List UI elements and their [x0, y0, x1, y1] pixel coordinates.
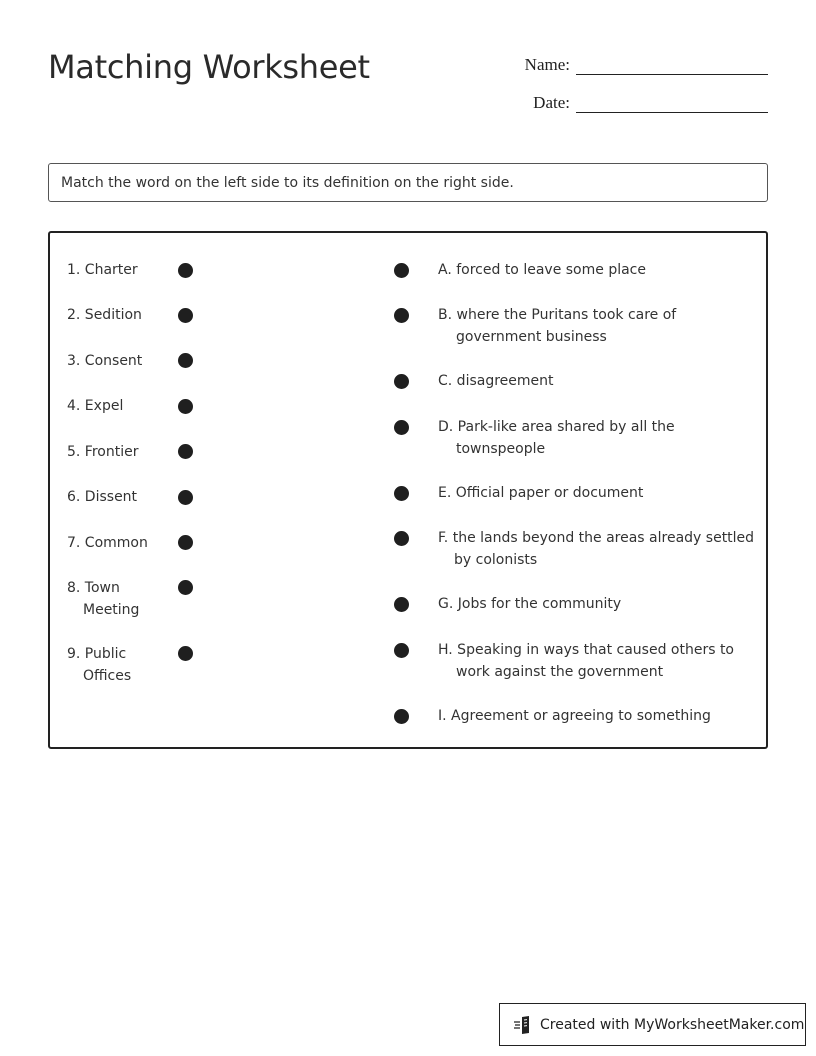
term-dot[interactable]: [178, 308, 193, 323]
term-text: 9. Public: [67, 646, 127, 662]
term-dot[interactable]: [178, 535, 193, 550]
definition-dot[interactable]: [394, 709, 409, 724]
term-text: 7. Common: [67, 535, 148, 551]
name-input-line[interactable]: [576, 55, 768, 75]
term-dot[interactable]: [178, 580, 193, 595]
definition-item: [438, 370, 758, 392]
name-label: Name:: [524, 55, 570, 74]
footer-credit[interactable]: [499, 1003, 806, 1046]
term-dot[interactable]: [178, 444, 193, 459]
definition-text-continued: by colonists: [454, 552, 538, 568]
definition-item: [438, 593, 758, 615]
term-item: [67, 304, 157, 326]
date-field: [533, 93, 768, 113]
definition-dot[interactable]: [394, 486, 409, 501]
term-item: [67, 577, 157, 621]
definition-text: I. Agreement or agreeing to something: [438, 708, 711, 724]
term-item: [67, 259, 157, 281]
page-title: Matching Worksheet: [48, 48, 370, 86]
definition-text-continued: townspeople: [456, 441, 546, 457]
definition-dot[interactable]: [394, 374, 409, 389]
definition-text-continued: government business: [456, 329, 607, 345]
matching-area: [48, 231, 768, 749]
date-label: Date:: [533, 93, 570, 112]
definition-item: [438, 705, 758, 727]
footer-text: Created with MyWorksheetMaker.com: [540, 1016, 805, 1033]
definition-item: [438, 482, 758, 504]
term-text: 4. Expel: [67, 398, 124, 414]
term-text: 3. Consent: [67, 353, 143, 369]
term-item: [67, 643, 157, 687]
term-dot[interactable]: [178, 646, 193, 661]
term-item: [67, 441, 157, 463]
term-text-continued: Meeting: [83, 602, 140, 618]
definition-text: G. Jobs for the community: [438, 596, 622, 612]
term-item: [67, 350, 157, 372]
term-dot[interactable]: [178, 353, 193, 368]
definition-dot[interactable]: [394, 308, 409, 323]
definition-item: [438, 259, 758, 281]
definition-dot[interactable]: [394, 263, 409, 278]
instructions-box: Match the word on the left side to its definition on the right side.: [48, 163, 768, 202]
definition-text: D. Park-like area shared by all the: [438, 419, 675, 435]
term-dot[interactable]: [178, 490, 193, 505]
term-dot[interactable]: [178, 399, 193, 414]
definition-item: [438, 304, 758, 348]
term-text: 8. Town: [67, 580, 120, 596]
term-item: [67, 486, 157, 508]
definition-text: H. Speaking in ways that caused others to: [438, 642, 734, 658]
definition-item: [438, 639, 758, 683]
term-item: [67, 395, 157, 417]
term-text: 5. Frontier: [67, 444, 139, 460]
definition-dot[interactable]: [394, 643, 409, 658]
definition-text-continued: work against the government: [456, 664, 664, 680]
term-dot[interactable]: [178, 263, 193, 278]
worksheet-maker-logo-icon: [512, 1014, 534, 1036]
term-text: 2. Sedition: [67, 307, 142, 323]
definition-text: B. where the Puritans took care of: [438, 307, 677, 323]
definition-text: E. Official paper or document: [438, 485, 644, 501]
name-field: [525, 55, 768, 75]
term-text: 1. Charter: [67, 262, 138, 278]
definition-text: F. the lands beyond the areas already settled: [438, 530, 755, 546]
term-item: [67, 532, 157, 554]
definition-dot[interactable]: [394, 420, 409, 435]
definition-item: [438, 416, 758, 460]
date-input-line[interactable]: [576, 93, 768, 113]
definition-text: C. disagreement: [438, 373, 554, 389]
definition-text: A. forced to leave some place: [438, 262, 646, 278]
term-text-continued: Offices: [83, 668, 132, 684]
term-text: 6. Dissent: [67, 489, 138, 505]
definition-dot[interactable]: [394, 531, 409, 546]
definition-dot[interactable]: [394, 597, 409, 612]
definition-item: [438, 527, 758, 571]
